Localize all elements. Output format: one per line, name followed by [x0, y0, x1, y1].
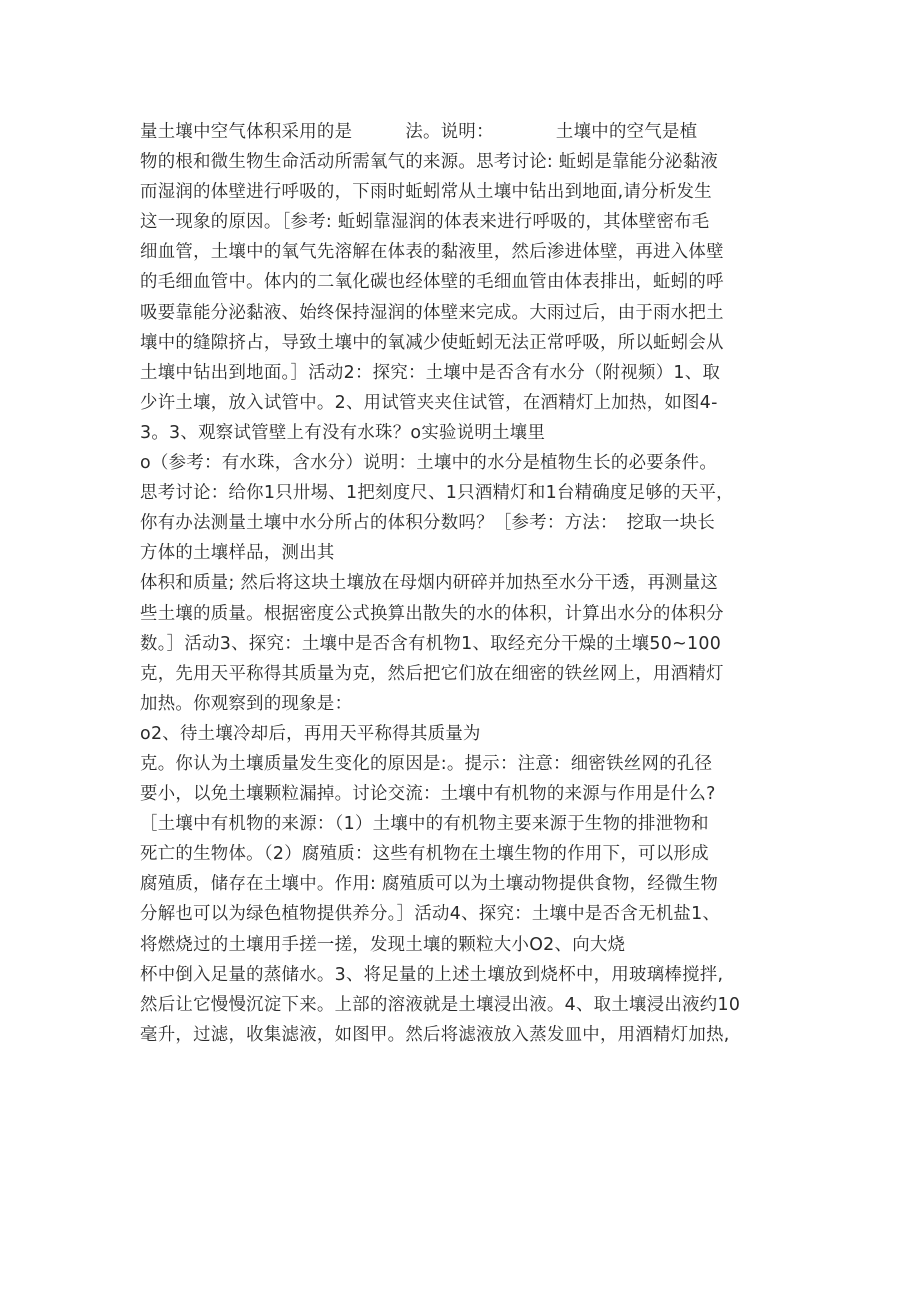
text-line: 物的根和微生物生命活动所需氧气的来源。思考讨论: 蚯蚓是靠能分泌黏液 [140, 152, 719, 173]
text-line: 而湿润的体壁进行呼吸的，下雨时蚯蚓常从土壤中钻出到地面,请分析发生 [140, 182, 712, 203]
text-line: 这一现象的原因。［参考: 蚯蚓靠湿润的体表来进行呼吸的，其体壁密布毛 [140, 212, 710, 233]
text-line: 3。3、观察试管壁上有没有水珠？o实验说明土壤里 [140, 422, 546, 443]
text-line: 土壤中钻出到地面。］活动2：探究：土壤中是否含有水分（附视频）1、取 [140, 362, 721, 383]
text-line: 加热。你观察到的现象是： [140, 693, 353, 714]
text-line: 克。你认为土壤质量发生变化的原因是:。提示：注意：细密铁丝网的孔径 [140, 753, 713, 774]
text-line: 杯中倒入足量的蒸储水。3、将足量的上述土壤放到烧杯中，用玻璃棒搅拌, [140, 964, 724, 985]
text-line: 思考讨论：给你1只卅埸、1把刻度尺、1只酒精灯和1台精确度足够的天平， [140, 483, 734, 504]
text-line: 分解也可以为绿色植物提供养分。］活动4、探究：土壤中是否含无机盐1、 [140, 904, 721, 925]
text-line: 壤中的缝隙挤占，导致土壤中的氧减少使蚯蚓无法正常呼吸，所以蚯蚓会从 [140, 332, 724, 353]
body-text [140, 117, 800, 1050]
text-line: 然后让它慢慢沉淀下来。上部的溶液就是土壤浸出液。4、取土壤浸出液约10 [140, 994, 741, 1015]
text-line: 些土壤的质量。根据密度公式换算出散失的水的体积，计算出水分的体积分 [140, 603, 724, 624]
text-line: 要小，以免土壤颗粒漏掉。讨论交流：土壤中有机物的来源与作用是什么? [140, 784, 716, 805]
text-line: o2、待土壤冷却后，再用天平称得其质量为 [140, 723, 481, 744]
text-line: o（参考：有水珠，含水分）说明：土壤中的水分是植物生长的必要条件。 [140, 453, 718, 474]
text-line: 细血管，土壤中的氧气先溶解在体表的黏液里，然后渗进体壁，再进入体壁 [140, 242, 724, 263]
text-line: 克，先用天平称得其质量为克，然后把它们放在细密的铁丝网上，用酒精灯 [140, 663, 724, 684]
text-line: 死亡的生物体。（2）腐殖质：这些有机物在土壤生物的作用下，可以形成 [140, 844, 709, 865]
text-line: 腐殖质，储存在土壤中。作用: 腐殖质可以为土壤动物提供食物，经微生物 [140, 874, 719, 895]
text-line: ［土壤中有机物的来源：（1）土壤中的有机物主要来源于生物的排泄物和 [140, 814, 709, 835]
text-line: 你有办法测量土壤中水分所占的体积分数吗？［参考：方法： 挖取一块长 [140, 513, 716, 534]
text-line: 量土壤中空气体积采用的是 法。说明： 土壤中的空气是植 [140, 122, 698, 142]
text-line: 数。］活动3、探究：土壤中是否含有机物1、取经充分干燥的土壤50~100 [140, 633, 722, 654]
text-line: 将燃烧过的土壤用手搓一搓，发现土壤的颗粒大小O2、向大烧 [140, 934, 626, 955]
text-line: 毫升，过滤，收集滤液，如图甲。然后将滤液放入蒸发皿中，用酒精灯加热, [140, 1024, 730, 1045]
text-line: 少许土壤，放入试管中。2、用试管夹夹住试管，在酒精灯上加热，如图4- [140, 392, 718, 413]
text-line: 体积和质量; 然后将这块土壤放在母烟内研碎并加热至水分干透，再测量这 [140, 573, 719, 594]
text-line: 方体的土壤样品，测出其 [140, 543, 335, 564]
text-line: 吸要靠能分泌黏液、始终保持湿润的体壁来完成。大雨过后，由于雨水把土 [140, 302, 724, 323]
text-line: 的毛细血管中。体内的二氧化碳也经体壁的毛细血管由体表排出，蚯蚓的呼 [140, 272, 724, 293]
